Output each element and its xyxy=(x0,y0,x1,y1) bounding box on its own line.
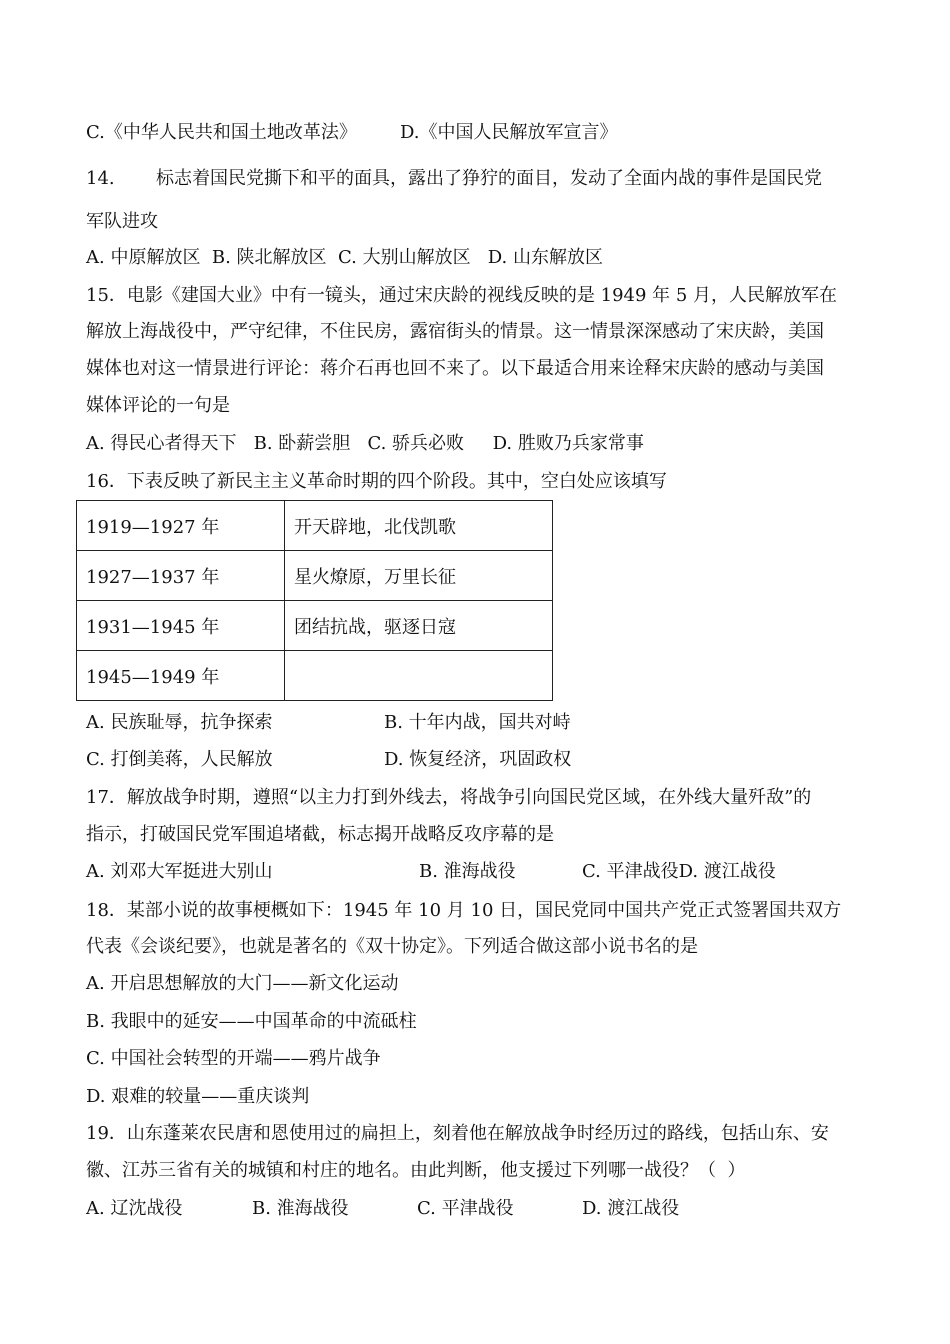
q14-stem-line2: 军队进攻 xyxy=(86,211,158,232)
table-row xyxy=(77,651,553,701)
table-row xyxy=(77,601,553,651)
q17-option-cd: C. 平津战役D. 渡江战役 xyxy=(582,861,776,882)
q17-stem-line2: 指示，打破国民党军围追堵截，标志揭开战略反攻序幕的是 xyxy=(86,824,554,845)
period-cell: 1919—1927 年 xyxy=(77,501,285,551)
q17-option-a: A. 刘邓大军挺进大别山 xyxy=(86,861,273,882)
q16-option-b: B. 十年内战，国共对峙 xyxy=(384,712,571,733)
period-cell: 1945—1949 年 xyxy=(77,651,285,701)
period-cell: 1927—1937 年 xyxy=(77,551,285,601)
q19-stem-line1: 19．山东蓬莱农民唐和恩使用过的扁担上，刻着他在解放战争时经历过的路线，包括山东、安 xyxy=(86,1123,829,1144)
q14-options: A. 中原解放区 B. 陕北解放区 C. 大别山解放区 D. 山东解放区 xyxy=(86,247,603,268)
q15-options: A. 得民心者得天下 B. 卧薪尝胆 C. 骄兵必败 D. 胜败乃兵家常事 xyxy=(86,433,644,454)
q18-option-c: C. 中国社会转型的开端——鸦片战争 xyxy=(86,1048,381,1069)
q13-option-c: C.《中华人民共和国土地改革法》 xyxy=(86,122,357,143)
q19-stem-line2: 徽、江苏三省有关的城镇和村庄的地名。由此判断，他支援过下列哪一战役？（ ） xyxy=(86,1160,746,1181)
q15-stem-line3: 媒体也对这一情景进行评论：蒋介石再也回不来了。以下最适合用来诠释宋庆龄的感动与美国 xyxy=(86,358,824,379)
q15-stem-line4: 媒体评论的一句是 xyxy=(86,395,230,416)
q16-period-table xyxy=(76,500,553,701)
q15-stem-line1: 15．电影《建国大业》中有一镜头，通过宋庆龄的视线反映的是 1949 年 5 月，人民解放军在 xyxy=(86,285,838,306)
q19-option-d: D. 渡江战役 xyxy=(582,1198,680,1219)
q19-option-c: C. 平津战役 xyxy=(417,1198,514,1219)
q16-option-d: D. 恢复经济，巩固政权 xyxy=(384,749,572,770)
table-row xyxy=(77,551,553,601)
q16-option-a: A. 民族耻辱，抗争探索 xyxy=(86,712,273,733)
q16-stem: 16．下表反映了新民主主义革命时期的四个阶段。其中，空白处应该填写 xyxy=(86,471,667,492)
description-cell: 星火燎原，万里长征 xyxy=(285,551,553,601)
q17-stem-line1: 17．解放战争时期，遵照“以主力打到外线去，将战争引向国民党区域，在外线大量歼敌”的 xyxy=(86,787,812,808)
q14-stem-line1: 标志着国民党撕下和平的面具，露出了狰狞的面目，发动了全面内战的事件是国民党 xyxy=(156,168,822,189)
table-row xyxy=(77,501,553,551)
q18-stem-line1: 18．某部小说的故事梗概如下：1945 年 10 月 10 日，国民党同中国共产党正式签署国共双方 xyxy=(86,900,842,921)
q18-option-a: A. 开启思想解放的大门——新文化运动 xyxy=(86,973,399,994)
blank-description-cell xyxy=(285,651,553,701)
q15-stem-line2: 解放上海战役中，严守纪律，不住民房，露宿街头的情景。这一情景深深感动了宋庆龄，美国 xyxy=(86,321,824,342)
description-cell: 开天辟地，北伐凯歌 xyxy=(285,501,553,551)
period-cell: 1931—1945 年 xyxy=(77,601,285,651)
q19-option-a: A. 辽沈战役 xyxy=(86,1198,183,1219)
q13-option-d: D.《中国人民解放军宣言》 xyxy=(400,122,618,143)
description-cell: 团结抗战，驱逐日寇 xyxy=(285,601,553,651)
q14-number: 14. xyxy=(86,168,115,189)
q18-option-b: B. 我眼中的延安——中国革命的中流砥柱 xyxy=(86,1011,417,1032)
q16-option-c: C. 打倒美蒋，人民解放 xyxy=(86,749,273,770)
q19-option-b: B. 淮海战役 xyxy=(252,1198,349,1219)
q17-option-b: B. 淮海战役 xyxy=(419,861,516,882)
q18-stem-line2: 代表《会谈纪要》，也就是著名的《双十协定》。下列适合做这部小说书名的是 xyxy=(86,936,698,957)
q18-option-d: D. 艰难的较量——重庆谈判 xyxy=(86,1086,310,1107)
